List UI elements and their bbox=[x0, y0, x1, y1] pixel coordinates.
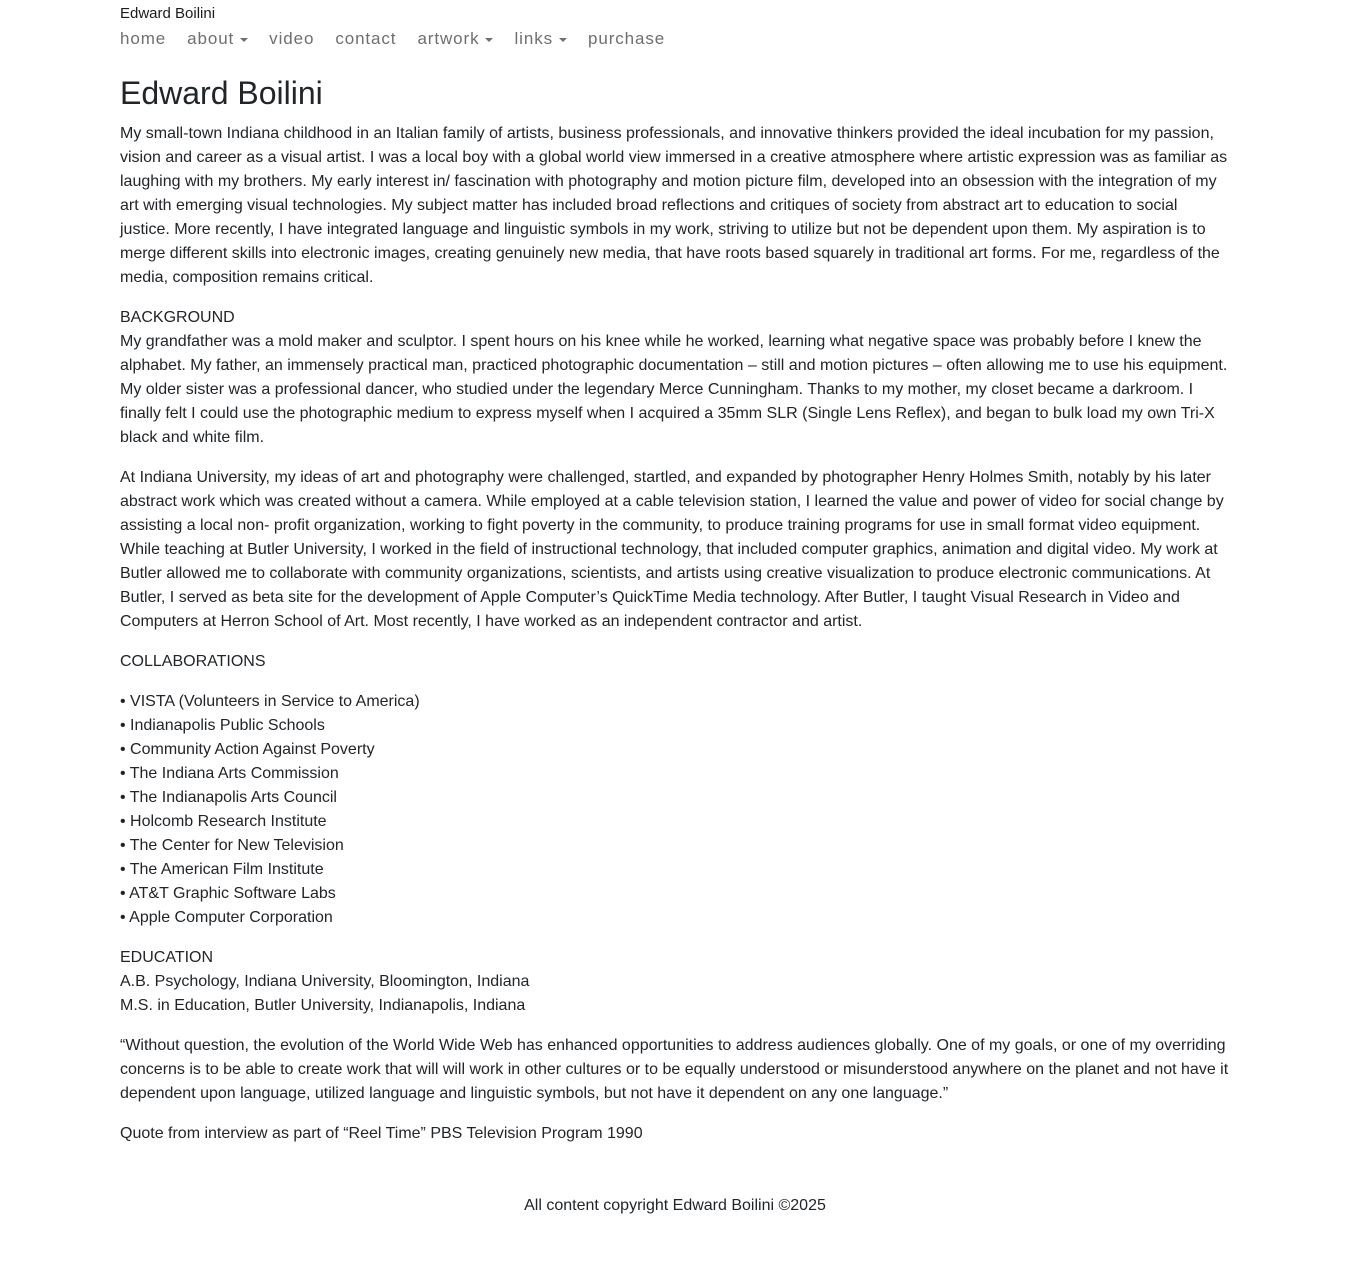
list-item: • Holcomb Research Institute bbox=[120, 813, 327, 830]
list-item: • Apple Computer Corporation bbox=[120, 909, 333, 926]
background-text: My grandfather was a mold maker and sculptor. I spent hours on his knee while he worked, learning what negative space was probably before I knew the alphabet. My father, an immensely practical man, practiced photographic documentation – still and motion pictures – often allowing me to use his equipment. My older sister was a professional dancer, who studied under the legendary Merce Cunningham. Thanks to my mother, my closet became a darkroom. I finally felt I could use the photographic medium to express myself when I acquired a 35mm SLR (Single Lens Reflex), and began to bulk load my own Tri-X black and white film. bbox=[120, 333, 1228, 446]
nav-links bbox=[120, 29, 1230, 49]
navbar bbox=[120, 0, 1230, 49]
list-item: • AT&T Graphic Software Labs bbox=[120, 885, 336, 902]
background-heading: BACKGROUND bbox=[120, 309, 235, 326]
nav-item-about[interactable] bbox=[187, 29, 248, 49]
list-item: • The Indianapolis Arts Council bbox=[120, 789, 337, 806]
quote-paragraph: “Without question, the evolution of the World Wide Web has enhanced opportunities to address audiences globally. One of my goals, or one of my overriding concerns is to be able to create work that will will work in other cultures or to be equally understood or misunderstood anywhere on the planet and not have it dependent upon language, utilized language and linguistic symbols, but not have it dependent on any one language.” bbox=[120, 1037, 1229, 1102]
quote-attribution: Quote from interview as part of “Reel Time” PBS Television Program 1990 bbox=[120, 1125, 643, 1142]
chevron-down-icon bbox=[559, 38, 567, 42]
list-item: • VISTA (Volunteers in Service to America) bbox=[120, 693, 420, 710]
education-line: M.S. in Education, Butler University, Indianapolis, Indiana bbox=[120, 997, 526, 1014]
nav-item-video[interactable]: video bbox=[269, 29, 315, 48]
nav-item-artwork-label: artwork bbox=[417, 29, 480, 48]
navbar-brand[interactable]: Edward Boilini bbox=[120, 5, 216, 22]
nav-item-contact[interactable]: contact bbox=[335, 29, 397, 48]
nav-item-links-label: links bbox=[514, 29, 553, 48]
list-item: • The Indiana Arts Commission bbox=[120, 765, 339, 782]
copyright-text: All content copyright Edward Boilini ©2025 bbox=[524, 1197, 826, 1214]
collaborations-list bbox=[120, 690, 1230, 930]
list-item: • The Center for New Television bbox=[120, 837, 344, 854]
main-content bbox=[120, 75, 1230, 1146]
education-heading: EDUCATION bbox=[120, 949, 214, 966]
nav-item-links[interactable] bbox=[514, 29, 567, 49]
page-container bbox=[120, 0, 1230, 1284]
education-line: A.B. Psychology, Indiana University, Bloomington, Indiana bbox=[120, 973, 530, 990]
intro-paragraph: My small-town Indiana childhood in an Italian family of artists, business professionals, and innovative thinkers provided the ideal incubation for my passion, vision and career as a visual artist. I was a local boy with a global world view immersed in a creative atmosphere where artistic expression was as familiar as laughing with my brothers. My early interest in/ fascination with photography and motion picture film, developed into an obsession with the integration of my art with emerging visual technologies. My subject matter has included broad reflections and critiques of society from abstract art to education to social justice. More recently, I have integrated language and linguistic symbols in my work, striving to utilize but not be dependent upon them. My aspiration is to merge different skills into electronic images, creating genuinely new media, that have roots based squarely in traditional art forms. For me, regardless of the media, composition remains critical. bbox=[120, 125, 1228, 286]
list-item: • Indianapolis Public Schools bbox=[120, 717, 325, 734]
chevron-down-icon bbox=[485, 38, 493, 42]
background-section bbox=[120, 306, 1230, 450]
chevron-down-icon bbox=[240, 38, 248, 42]
education-section bbox=[120, 946, 1230, 1018]
collaborations-heading: COLLABORATIONS bbox=[120, 653, 266, 670]
nav-item-artwork[interactable] bbox=[417, 29, 493, 49]
nav-item-purchase[interactable]: purchase bbox=[588, 29, 666, 48]
page-title: Edward Boilini bbox=[120, 75, 323, 111]
nav-item-about-label: about bbox=[187, 29, 235, 48]
list-item: • Community Action Against Poverty bbox=[120, 741, 375, 758]
footer bbox=[120, 1194, 1230, 1284]
nav-item-home[interactable]: home bbox=[120, 29, 167, 48]
list-item: • The American Film Institute bbox=[120, 861, 324, 878]
career-paragraph: At Indiana University, my ideas of art and photography were challenged, startled, and expanded by photographer Henry Holmes Smith, notably by his later abstract work which was created without a camera. While employed at a cable television station, I learned the value and power of video for social change by assisting a local non- profit organization, working to fight poverty in the community, to produce training programs for use in small format video equipment. While teaching at Butler University, I worked in the field of instructional technology, that included computer graphics, animation and digital video. My work at Butler allowed me to collaborate with community organizations, scientists, and artists using creative visualization to produce electronic communications. At Butler, I served as beta site for the development of Apple Computer’s QuickTime Media technology. After Butler, I taught Visual Research in Video and Computers at Herron School of Art. Most recently, I have worked as an independent contractor and artist. bbox=[120, 469, 1224, 630]
